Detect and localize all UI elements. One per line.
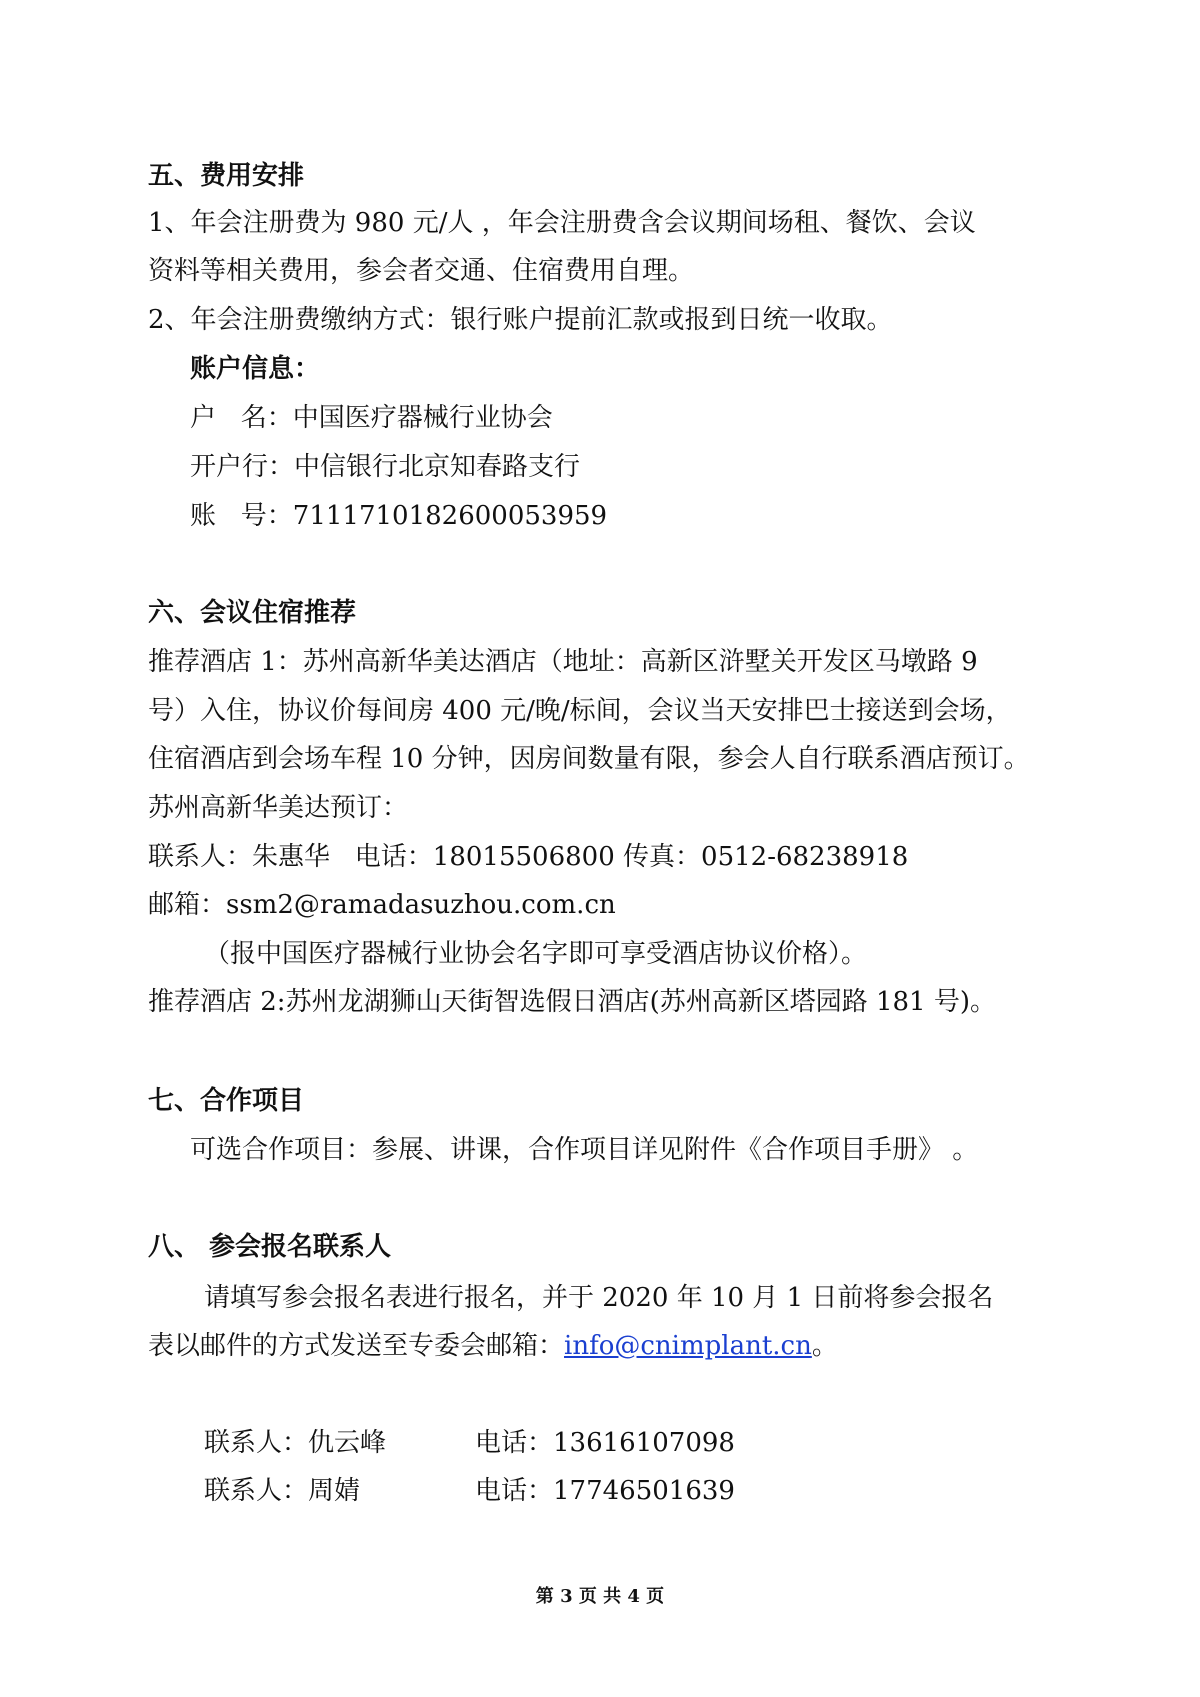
registration-text-line2 <box>148 1330 838 1362</box>
bank-name: 中信银行北京知春路支行 <box>294 452 581 482</box>
section7-heading: 七、合作项目 <box>148 1086 305 1116</box>
booking-title: 苏州高新华美达预订： <box>148 793 409 823</box>
contact2-name: 联系人：周婧 <box>204 1476 361 1506</box>
account-no: 7111710182600053959 <box>292 501 608 531</box>
account-name-row <box>190 402 553 434</box>
account-heading: 账户信息： <box>190 354 321 384</box>
cooperation-text: 可选合作项目：参展、讲课，合作项目详见附件《合作项目手册》 。 <box>190 1135 979 1165</box>
fee-item1-line1: 1、年会注册费为 980 元/人 ，年会注册费含会议期间场租、餐饮、会议 <box>148 208 976 238</box>
hotel2-line: 推荐酒店 2:苏州龙湖狮山天街智选假日酒店(苏州高新区塔园路 181 号)。 <box>148 987 997 1017</box>
bank-label: 开户行： <box>190 452 295 482</box>
account-no-label: 账 号： <box>190 501 293 531</box>
section8-heading: 八、 参会报名联系人 <box>148 1232 392 1262</box>
account-name-label: 户 名： <box>190 403 293 433</box>
committee-email-link[interactable]: info@cnimplant.cn <box>564 1331 812 1361</box>
bank-row <box>190 451 580 483</box>
page-footer: 第 3 页 共 4 页 <box>535 1586 665 1607</box>
section6-heading: 六、会议住宿推荐 <box>148 598 357 628</box>
hotel-email-line: 邮箱：ssm2@ramadasuzhou.com.cn <box>148 890 616 920</box>
hotel1-line1: 推荐酒店 1：苏州高新华美达酒店（地址：高新区浒墅关开发区马墩路 9 <box>148 647 978 677</box>
registration-text-line1: 请填写参会报名表进行报名，并于 2020 年 10 月 1 日前将参会报名 <box>204 1283 994 1313</box>
contact1-phone: 电话：13616107098 <box>475 1428 735 1458</box>
contact2-phone: 电话：17746501639 <box>475 1476 735 1506</box>
hotel1-line2: 号）入住，协议价每间房 400 元/晚/标间，会议当天安排巴士接送到会场， <box>148 696 1012 726</box>
hotel-note: （报中国医疗器械行业协会名字即可享受酒店协议价格）。 <box>204 939 868 969</box>
fee-item1-line2: 资料等相关费用，参会者交通、住宿费用自理。 <box>148 256 695 286</box>
hotel1-line3: 住宿酒店到会场车程 10 分钟，因房间数量有限，参会人自行联系酒店预订。 <box>148 744 1030 774</box>
registration-text-suffix: 。 <box>811 1331 838 1361</box>
contact1-name: 联系人：仇云峰 <box>204 1428 387 1458</box>
account-no-row <box>190 500 607 532</box>
fee-item2: 2、年会注册费缴纳方式：银行账户提前汇款或报到日统一收取。 <box>148 305 893 335</box>
section5-heading: 五、费用安排 <box>148 161 305 191</box>
hotel-contact-line: 联系人：朱惠华 电话：18015506800 传真：0512-68238918 <box>148 842 909 872</box>
registration-text-prefix: 表以邮件的方式发送至专委会邮箱： <box>148 1331 565 1361</box>
account-name: 中国医疗器械行业协会 <box>292 403 553 433</box>
